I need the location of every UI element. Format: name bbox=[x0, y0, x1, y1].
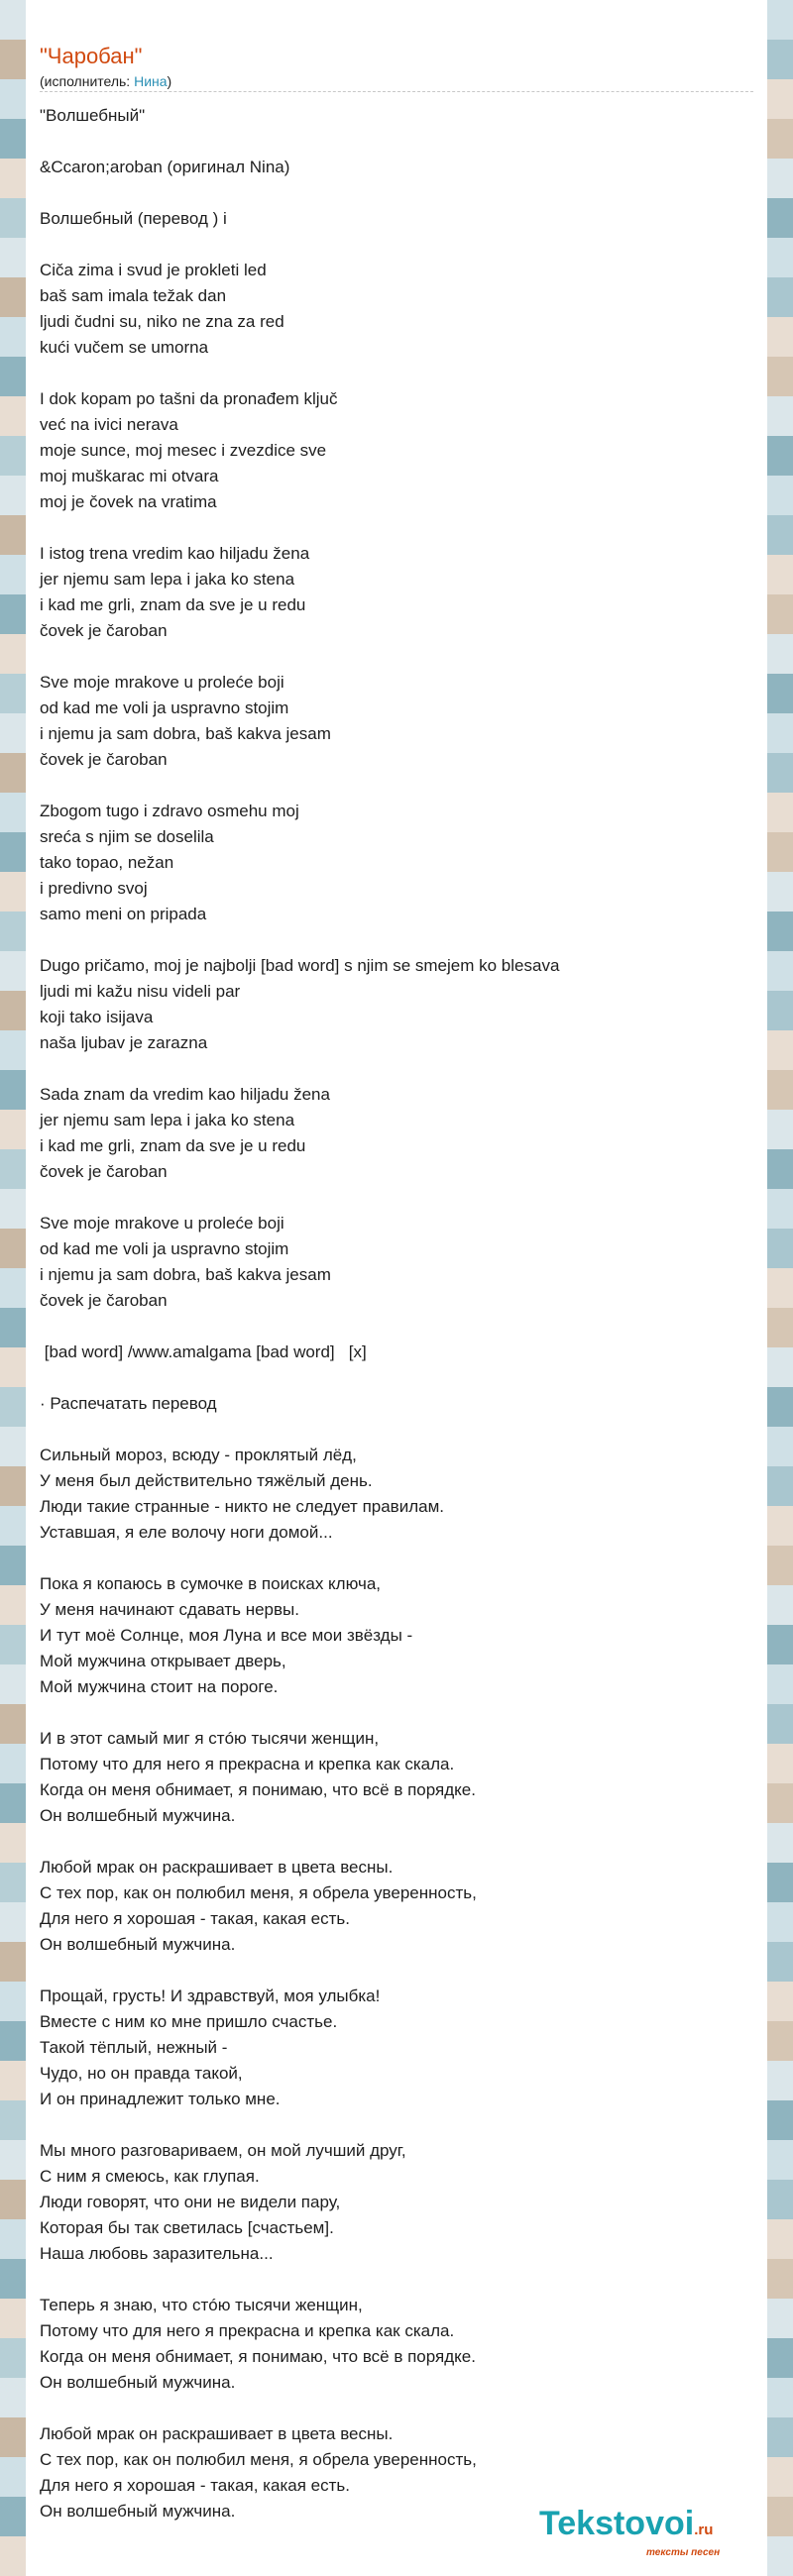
artist-link[interactable]: Нина bbox=[134, 73, 168, 89]
decorative-stripe-right bbox=[767, 0, 793, 2576]
title-divider bbox=[40, 91, 753, 92]
artist-suffix: ) bbox=[167, 73, 172, 89]
lyrics-text: "Волшебный" &Ccaron;aroban (оригинал Nina) Волшебный (перевод ) i Ciča zima i svud je prokleti led baš sam imala težak dan ljudi čudni su, niko ne zna za red kući vučem se umorna I dok kopam po tašni da pronađem ključ već na ivici nerava moje sunce, moj mesec i zvezdice sve moj muškarac mi otvara moj je čovek na vratima I istog trena vredim kao hiljadu žena jer njemu sam lepa i jaka ko stena i kad me grli, znam da sve je u redu čovek je čaroban Sve moje mrakove u proleće boji od kad me voli ja uspravno stojim i njemu ja sam dobra, baš kakva jesam čovek je čaroban Zbogom tugo i zdravo osmehu moj sreća s njim se doselila tako topao, nežan i predivno svoj samo meni on pripada Dugo pričamo, moj je najbolji [bad word] s njim se smejem ko blesava ljudi mi kažu nisu videli par koji tako isijava naša ljubav je zarazna Sada znam da vredim kao hiljadu žena jer njemu sam lepa i jaka ko stena i kad me grli, znam da sve je u redu čovek je čaroban Sve moje mrakove u proleće boji od kad me voli ja uspravno stojim i njemu ja sam dobra, baš kakva jesam čovek je čaroban [bad word] /www.amalgama [bad word] [x] · Распечатать перевод Сильный мороз, всюду - проклятый лёд, У меня был действительно тяжёлый день. Люди такие странные - никто не следует правилам. Уставшая, я еле волочу ноги домой... Пока я копаюсь в сумочке в поисках ключа, У меня начинают сдавать нервы. И тут моё Солнце, моя Луна и все мои звёзды - Мой мужчина открывает дверь, Мой мужчина стоит на пороге. И в этот самый миг я стóю тысячи женщин, Потому что для него я прекрасна и крепка как скала. Когда он меня обнимает, я понимаю, что всё в порядке. Он волшебный мужчина. Любой мрак он раскрашивает в цвета весны. С тех пор, как он полюбил меня, я обрела уверенность, Для него я хорошая - такая, какая есть. Он волшебный мужчина. Прощай, грусть! И здравствуй, моя улыбка! Вместе с ним ко мне пришло счастье. Такой тёплый, нежный - Чудо, но он правда такой, И он принадлежит только мне. Мы много разговариваем, он мой лучший друг, С ним я смеюсь, как глупая. Люди говорят, что они не видели пару, Которая бы так светилась [счастьем]. Наша любовь заразительна... Теперь я знаю, что стóю тысячи женщин, Потому что для него я прекрасна и крепка как скала. Когда он меня обнимает, я понимаю, что всё в порядке. Он волшебный мужчина. Любой мрак он раскрашивает в цвета весны. С тех пор, как он полюбил меня, я обрела уверенность, Для него я хорошая - такая, какая есть. Он волшебный мужчина. bbox=[40, 106, 560, 2521]
song-title: "Чаробан" bbox=[40, 44, 143, 68]
artist-line bbox=[40, 73, 171, 89]
logo-name: Tekstovoi bbox=[539, 2505, 695, 2542]
logo-tld: .ru bbox=[694, 2522, 714, 2538]
page-content bbox=[26, 0, 767, 2576]
decorative-stripe-left bbox=[0, 0, 26, 2576]
site-logo[interactable] bbox=[539, 2505, 713, 2543]
artist-prefix: (исполнитель: bbox=[40, 73, 135, 89]
logo-tagline: тексты песен bbox=[646, 2547, 721, 2558]
